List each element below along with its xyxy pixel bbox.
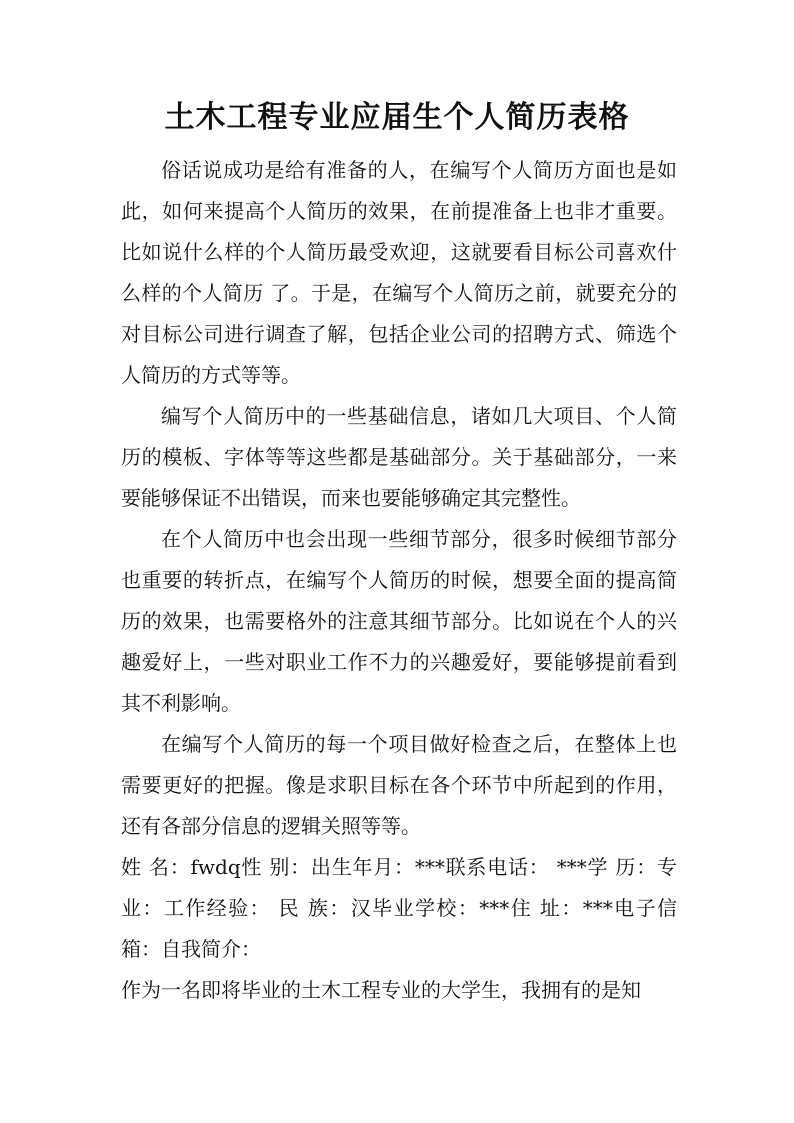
paragraph-basic-info: 编写个人简历中的一些基础信息，诸如几大项目、个人简历的模板、字体等等这些都是基础部分。关于基础部分，一来要能够保证不出错误，而来也要能够确定其完整性。: [121, 404, 677, 510]
paragraph-details: 在个人简历中也会出现一些细节部分，很多时候细节部分也重要的转折点，在编写个人简历的时候，想要全面的提高简历的效果，也需要格外的注意其细节部分。比如说在个人的兴趣爱好上，一些对职业工作不力的兴趣爱好，要能够提前看到其不利影响。: [121, 527, 677, 715]
document-title: 土木工程专业应届生个人简历表格: [164, 100, 630, 135]
paragraph-intro: 俗话说成功是给有准备的人，在编写个人简历方面也是如此，如何来提高个人简历的效果，在前提准备上也非才重要。比如说什么样的个人简历最受欢迎，这就要看目标公司喜欢什么样的个人简历 了。于是，在编写个人简历之前，就要充分的对目标公司进行调查了解，包括企业公司的招聘方式、筛选个人简历的方式等等。: [121, 158, 677, 387]
document-body: [121, 150, 677, 1011]
resume-fields: 姓 名：fwdq性 别：出生年月：***联系电话： ***学 历：专业：工作经验： 民 族：汉毕业学校：***住 址：***电子信箱：自我简介：: [121, 855, 677, 961]
paragraph-overall-check: 在编写个人简历的每一个项目做好检查之后，在整体上也需要更好的把握。像是求职目标在各个环节中所起到的作用，还有各部分信息的逻辑关照等等。: [121, 732, 677, 838]
self-introduction-line: 作为一名即将毕业的土木工程专业的大学生，我拥有的是知: [121, 978, 641, 1002]
